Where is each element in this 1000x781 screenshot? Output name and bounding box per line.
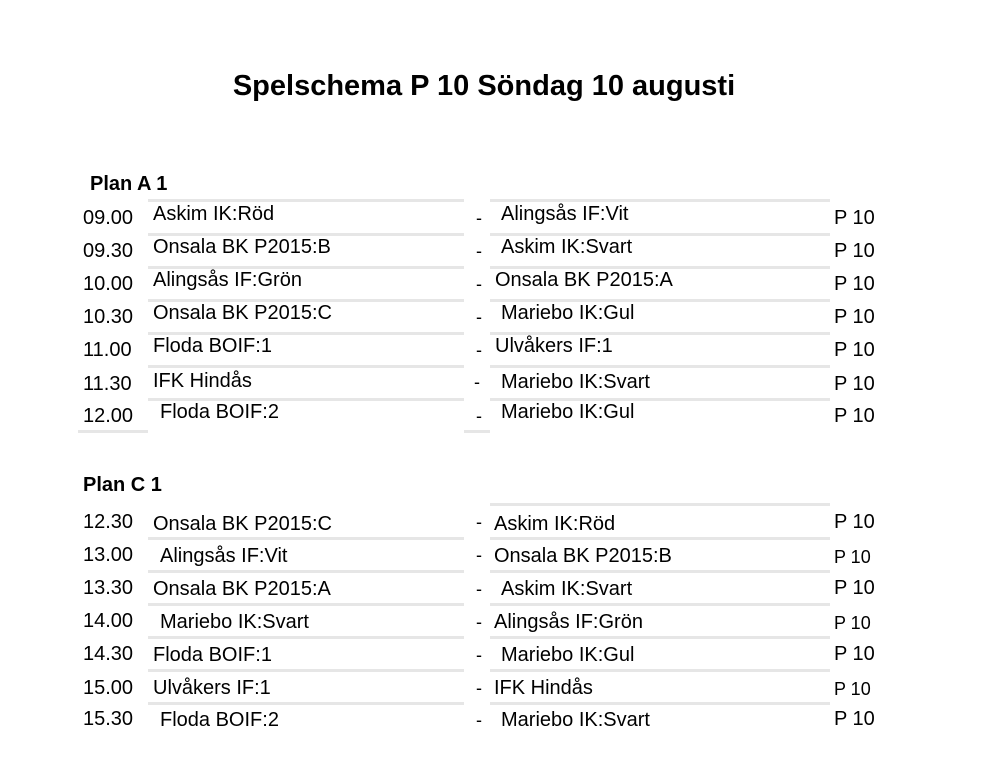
away-team: Onsala BK P2015:A bbox=[495, 269, 673, 291]
match-separator: - bbox=[476, 340, 482, 360]
home-team: Floda BOIF:2 bbox=[160, 709, 279, 731]
match-class: P 10 bbox=[834, 679, 871, 699]
match-separator: - bbox=[476, 645, 482, 665]
row-divider bbox=[490, 636, 830, 639]
match-class: P 10 bbox=[834, 273, 875, 295]
row-divider bbox=[490, 702, 830, 705]
match-separator: - bbox=[476, 406, 482, 426]
match-separator: - bbox=[476, 612, 482, 632]
home-team: Onsala BK P2015:A bbox=[153, 578, 331, 600]
page-title: Spelschema P 10 Söndag 10 augusti bbox=[232, 70, 736, 102]
home-team: Ulvåkers IF:1 bbox=[153, 677, 271, 699]
home-team: Onsala BK P2015:B bbox=[153, 236, 331, 258]
row-divider bbox=[490, 570, 830, 573]
home-team: Askim IK:Röd bbox=[153, 203, 275, 225]
away-team: Mariebo IK:Gul bbox=[501, 401, 635, 423]
row-divider bbox=[148, 702, 464, 705]
away-team: Mariebo IK:Svart bbox=[501, 709, 650, 731]
match-class: P 10 bbox=[834, 207, 875, 229]
match-separator: - bbox=[474, 372, 480, 392]
home-team: Alingsås IF:Vit bbox=[160, 545, 288, 567]
row-divider bbox=[148, 636, 464, 639]
match-separator: - bbox=[476, 710, 482, 730]
match-class: P 10 bbox=[834, 577, 875, 599]
match-time: 12.30 bbox=[83, 511, 134, 533]
row-divider bbox=[490, 365, 830, 368]
match-time: 14.30 bbox=[83, 643, 134, 665]
home-team: Floda BOIF:2 bbox=[160, 401, 279, 423]
match-separator: - bbox=[476, 579, 482, 599]
match-time: 14.00 bbox=[83, 610, 134, 632]
row-divider bbox=[490, 537, 830, 540]
away-team: Askim IK:Svart bbox=[501, 236, 633, 258]
away-team: Askim IK:Röd bbox=[494, 513, 616, 535]
match-time: 13.00 bbox=[83, 544, 134, 566]
away-team: Askim IK:Svart bbox=[501, 578, 633, 600]
row-divider bbox=[490, 603, 830, 606]
away-team: Mariebo IK:Gul bbox=[501, 644, 635, 666]
away-team: Alingsås IF:Vit bbox=[501, 203, 629, 225]
match-separator: - bbox=[476, 208, 482, 228]
match-separator: - bbox=[476, 678, 482, 698]
match-separator: - bbox=[476, 241, 482, 261]
match-separator: - bbox=[476, 307, 482, 327]
match-time: 15.00 bbox=[83, 677, 134, 699]
match-time: 13.30 bbox=[83, 577, 134, 599]
match-class: P 10 bbox=[834, 643, 875, 665]
match-class: P 10 bbox=[834, 240, 875, 262]
home-team: Floda BOIF:1 bbox=[153, 335, 272, 357]
away-team: Onsala BK P2015:B bbox=[494, 545, 672, 567]
away-team: Alingsås IF:Grön bbox=[494, 611, 643, 633]
match-class: P 10 bbox=[834, 708, 875, 730]
match-class: P 10 bbox=[834, 547, 871, 567]
row-divider bbox=[464, 430, 490, 433]
match-class: P 10 bbox=[834, 613, 871, 633]
home-team: Mariebo IK:Svart bbox=[160, 611, 309, 633]
match-class: P 10 bbox=[834, 511, 875, 533]
away-team: IFK Hindås bbox=[494, 677, 593, 699]
home-team: Alingsås IF:Grön bbox=[153, 269, 302, 291]
match-class: P 10 bbox=[834, 339, 875, 361]
match-class: P 10 bbox=[834, 373, 875, 395]
away-team: Mariebo IK:Svart bbox=[501, 371, 650, 393]
row-divider bbox=[148, 365, 464, 368]
home-team: Onsala BK P2015:C bbox=[153, 302, 332, 324]
row-divider bbox=[148, 669, 464, 672]
match-time: 10.30 bbox=[83, 306, 134, 328]
home-team: Onsala BK P2015:C bbox=[153, 513, 332, 535]
away-team: Mariebo IK:Gul bbox=[501, 302, 635, 324]
match-class: P 10 bbox=[834, 405, 875, 427]
section-heading: Plan C 1 bbox=[83, 474, 162, 496]
match-time: 09.00 bbox=[83, 207, 134, 229]
match-time: 11.30 bbox=[83, 373, 132, 395]
match-separator: - bbox=[476, 545, 482, 565]
match-time: 12.00 bbox=[83, 405, 134, 427]
away-team: Ulvåkers IF:1 bbox=[495, 335, 613, 357]
match-separator: - bbox=[476, 512, 482, 532]
home-team: IFK Hindås bbox=[153, 370, 252, 392]
match-class: P 10 bbox=[834, 306, 875, 328]
row-divider bbox=[490, 503, 830, 506]
match-time: 11.00 bbox=[83, 339, 132, 361]
row-divider bbox=[490, 669, 830, 672]
row-divider bbox=[78, 430, 148, 433]
match-time: 10.00 bbox=[83, 273, 134, 295]
section-heading: Plan A 1 bbox=[90, 173, 168, 195]
match-time: 09.30 bbox=[83, 240, 134, 262]
row-divider bbox=[148, 570, 464, 573]
row-divider bbox=[148, 603, 464, 606]
match-time: 15.30 bbox=[83, 708, 134, 730]
home-team: Floda BOIF:1 bbox=[153, 644, 272, 666]
match-separator: - bbox=[476, 274, 482, 294]
row-divider bbox=[148, 537, 464, 540]
